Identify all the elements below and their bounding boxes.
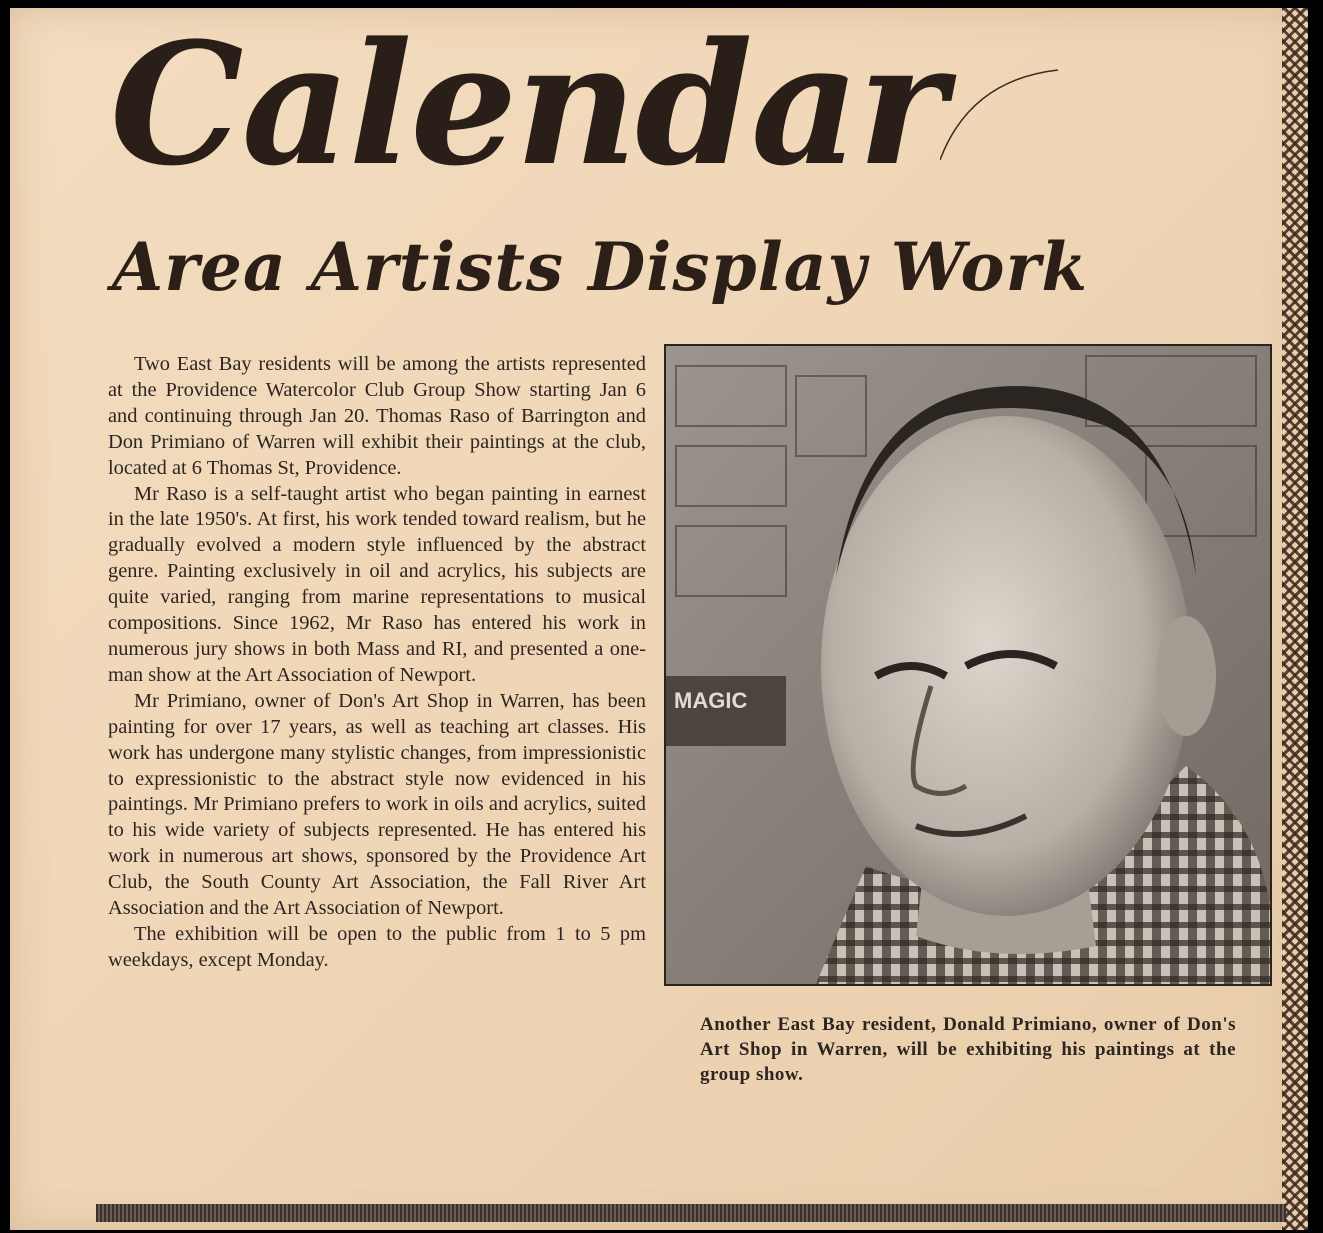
article-paragraph: Mr Raso is a self-taught artist who began painting in earnest in the late 1950's. At first, his work tended toward realism, but he gradually evolved a modern style influenced by the abstract genre. Painting exclusively in oil and acrylics, his subjects are quite varied, ranging from marine representations to musical compositions. Since 1962, Mr Raso has entered his work in numerous jury shows in both Mass and RI, and presented a one-man show at the Art Association of Newport. (108, 482, 646, 686)
pen-stroke-decoration (940, 60, 1060, 170)
article-paragraph: Mr Primiano, owner of Don's Art Shop in Warren, has been painting for over 17 years, as well as teaching art classes. His work has undergone many stylistic changes, from impressionistic to expressionistic to the abstract style now evidenced in his paintings. Mr Primiano prefers to work in oils and acrylics, suited to his wide variety of subjects represented. He has entered his work in numerous art shows, sponsored by the Providence Art Club, the South County Art Association, the Fall River Art Association and the Art Association of Newport. (108, 689, 646, 920)
portrait-photo (664, 344, 1272, 986)
portrait-photo-image (666, 346, 1270, 984)
torn-edge-border (1282, 8, 1308, 1230)
bottom-rule (96, 1204, 1286, 1222)
article-paragraph: Two East Bay residents will be among the artists represented at the Providence Watercolor Club Group Show starting Jan 6 and continuing through Jan 20. Thomas Raso of Barrington and Don Primiano of Warren will exhibit their paintings at the club, located at 6 Thomas St, Providence. (108, 353, 646, 479)
article-body (108, 352, 646, 974)
article-paragraph: The exhibition will be open to the public from 1 to 5 pm weekdays, except Monday. (108, 922, 646, 971)
article-headline: Area Artists Display Work (112, 228, 1089, 306)
photo-caption: Another East Bay resident, Donald Primiano, owner of Don's Art Shop in Warren, will be exhibiting his paintings at the group show. (700, 1014, 1236, 1085)
masthead-title: Calendar (110, 5, 945, 203)
sign-text: MAGIC (674, 688, 748, 713)
